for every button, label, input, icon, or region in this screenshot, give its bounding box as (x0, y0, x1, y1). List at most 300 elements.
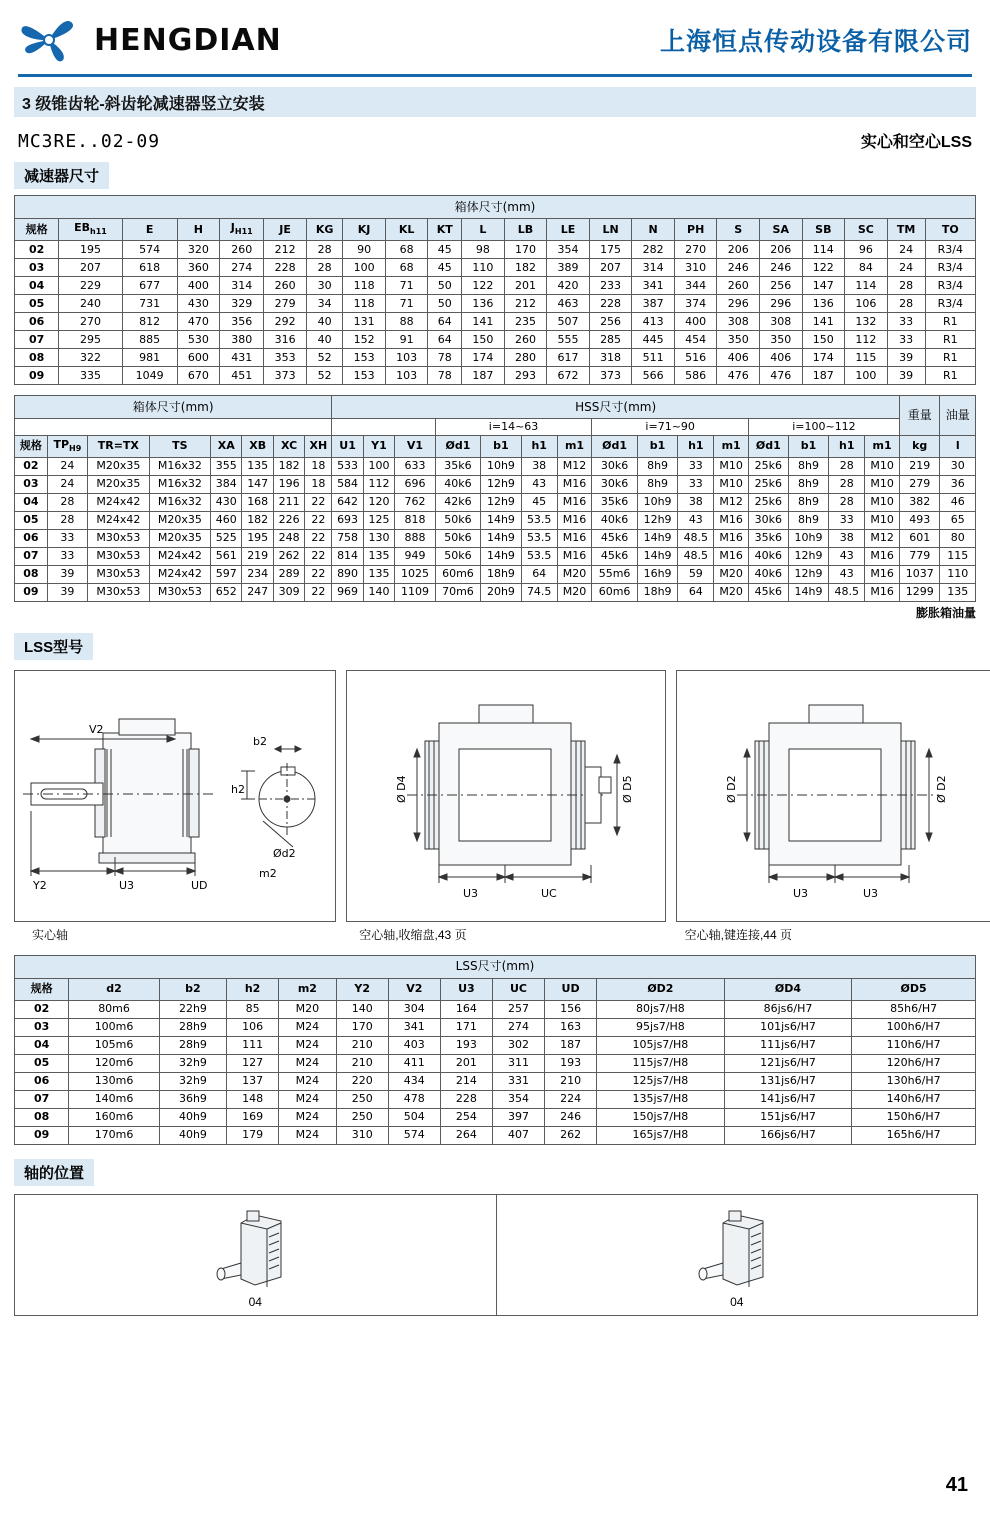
table2-r0-c17: 33 (678, 457, 714, 475)
svg-text:h2: h2 (231, 782, 245, 796)
table1-col-6: KG (306, 219, 342, 241)
table1-r1-c3: 360 (177, 259, 220, 277)
table3-r2-c8: 302 (492, 1036, 544, 1054)
table2-r6-c11: 60m6 (435, 565, 480, 583)
table2-r5-c5: 219 (242, 547, 273, 565)
table3-r0-c7: 164 (440, 1000, 492, 1018)
table1-col-7: KJ (343, 219, 386, 241)
table2-r4-c4: 525 (211, 529, 242, 547)
table3-r3-c0: 05 (15, 1054, 69, 1072)
table2-band-left: 箱体尺寸(mm) (15, 396, 332, 419)
table3-r4-c6: 434 (388, 1072, 440, 1090)
page-header (0, 0, 990, 74)
table1-r4-c21: R1 (925, 313, 975, 331)
table3-r2-c5: 210 (336, 1036, 388, 1054)
brand-name: HENGDIAN (94, 22, 282, 58)
table1-r3-c21: R3/4 (925, 295, 975, 313)
model-line (18, 129, 972, 152)
table1-r5-c18: 150 (802, 331, 845, 349)
table2-r1-c23: 279 (899, 475, 940, 493)
table3-r4-c3: 137 (227, 1072, 279, 1090)
table1-r6-c16: 406 (717, 349, 760, 367)
table2-r4-c0: 06 (15, 529, 48, 547)
table3-r3-c9: 193 (545, 1054, 597, 1072)
table3-r5-c3: 148 (227, 1090, 279, 1108)
table2-r5-c20: 12h9 (788, 547, 829, 565)
table1-r0-c20: 24 (887, 241, 925, 259)
table1-r1-c6: 28 (306, 259, 342, 277)
table2-r3-c15: 40k6 (592, 511, 637, 529)
table2-r2-c23: 382 (899, 493, 940, 511)
table1-r1-c10: 110 (462, 259, 505, 277)
table3-r4-c4: M24 (279, 1072, 337, 1090)
table2-r1-c10: 696 (395, 475, 436, 493)
table1-r3-c20: 28 (887, 295, 925, 313)
table1-r5-c3: 530 (177, 331, 220, 349)
shaft-position-box (14, 1194, 978, 1316)
table3-r3-c4: M24 (279, 1054, 337, 1072)
table3-r2-c9: 187 (545, 1036, 597, 1054)
table2-r5-c15: 45k6 (592, 547, 637, 565)
table3-r2-c12: 110h6/H7 (852, 1036, 976, 1054)
table1-r0-c6: 28 (306, 241, 342, 259)
svg-text:UD: UD (191, 878, 208, 892)
table2-r4-c5: 195 (242, 529, 273, 547)
table1-r3-c3: 430 (177, 295, 220, 313)
table1-r7-c20: 39 (887, 367, 925, 385)
table1-header-row (15, 219, 976, 241)
table1-r6-c11: 280 (504, 349, 547, 367)
table2-r0-c11: 35k6 (435, 457, 480, 475)
table2-group-row (15, 419, 976, 436)
table2-r4-c15: 45k6 (592, 529, 637, 547)
table1-col-21: TO (925, 219, 975, 241)
table3-r7-c6: 574 (388, 1126, 440, 1144)
table3-r5-c9: 224 (545, 1090, 597, 1108)
table2-r3-c12: 14h9 (481, 511, 522, 529)
table2-r1-c3: M16x32 (149, 475, 211, 493)
table3-r6-c4: M24 (279, 1108, 337, 1126)
table2-r1-c1: 24 (47, 475, 87, 493)
table1-r0-c15: 270 (674, 241, 717, 259)
table1-r4-c18: 141 (802, 313, 845, 331)
table1-r5-c6: 40 (306, 331, 342, 349)
table2-r6-c19: 40k6 (748, 565, 788, 583)
table1-r7-c1: 335 (59, 367, 122, 385)
table3-r1-c4: M24 (279, 1018, 337, 1036)
table1-r5-c8: 91 (385, 331, 428, 349)
table3-r6-c10: 150js7/H8 (597, 1108, 725, 1126)
table2-r4-c9: 130 (363, 529, 394, 547)
table1-r5-c21: R1 (925, 331, 975, 349)
table3-r2-c7: 193 (440, 1036, 492, 1054)
table3-r5-c7: 228 (440, 1090, 492, 1108)
table1-r3-c13: 228 (589, 295, 632, 313)
table2-r4-c21: 38 (829, 529, 865, 547)
table2-r6-c5: 234 (242, 565, 273, 583)
table1-r5-c14: 445 (632, 331, 675, 349)
table1-r6-c17: 406 (759, 349, 802, 367)
table2-r3-c20: 8h9 (788, 511, 829, 529)
table2-r2-c0: 04 (15, 493, 48, 511)
svg-text:UC: UC (541, 886, 557, 900)
table1-r6-c0: 08 (15, 349, 59, 367)
table2-r4-c8: 758 (332, 529, 363, 547)
table3-r6-c3: 169 (227, 1108, 279, 1126)
table1-r3-c0: 05 (15, 295, 59, 313)
table2-r6-c23: 1037 (899, 565, 940, 583)
table1-r2-c18: 147 (802, 277, 845, 295)
table2-r0-c2: M20x35 (88, 457, 150, 475)
table3-col-10: ØD2 (597, 978, 725, 1000)
table2-r6-c4: 597 (211, 565, 242, 583)
table1-r7-c12: 672 (547, 367, 590, 385)
table1-r7-c11: 293 (504, 367, 547, 385)
table3-r6-c1: 160m6 (69, 1108, 160, 1126)
svg-text:Ø D2: Ø D2 (935, 775, 948, 803)
table3-r0-c2: 22h9 (159, 1000, 226, 1018)
table1-r4-c0: 06 (15, 313, 59, 331)
table1-col-13: LN (589, 219, 632, 241)
table1-col-4: $J_{H11}$ (220, 219, 264, 241)
table1-r0-c11: 170 (504, 241, 547, 259)
table-row (15, 331, 976, 349)
table1-r3-c5: 279 (264, 295, 307, 313)
table2-r6-c22: M16 (865, 565, 900, 583)
table2-r6-c1: 39 (47, 565, 87, 583)
caption-hollow-shrink: 空心轴,收缩盘,43 页 (359, 927, 467, 942)
table1-r0-c5: 212 (264, 241, 307, 259)
table2-r1-c8: 584 (332, 475, 363, 493)
table-row (15, 583, 976, 601)
table2-r7-c24: 135 (940, 583, 976, 601)
table2-r2-c2: M24x42 (88, 493, 150, 511)
table2-r1-c24: 36 (940, 475, 976, 493)
shaft-position-label-right: 04 (730, 1294, 744, 1309)
table2-r5-c10: 949 (395, 547, 436, 565)
table2-r0-c21: 28 (829, 457, 865, 475)
table3-r5-c4: M24 (279, 1090, 337, 1108)
table2-col-24: l (940, 435, 976, 457)
model-code: MC3RE..02-09 (18, 131, 161, 152)
table1-r3-c15: 374 (674, 295, 717, 313)
table1-r2-c4: 314 (220, 277, 264, 295)
table2-r4-c16: 14h9 (637, 529, 678, 547)
table-row (15, 529, 976, 547)
table1-r2-c11: 201 (504, 277, 547, 295)
table1-r7-c21: R1 (925, 367, 975, 385)
table3-body (15, 1000, 976, 1144)
table1-r5-c9: 64 (428, 331, 462, 349)
table3-r1-c0: 03 (15, 1018, 69, 1036)
table2-r7-c6: 309 (273, 583, 304, 601)
table3-r4-c0: 06 (15, 1072, 69, 1090)
table1-r0-c10: 98 (462, 241, 505, 259)
section-title-band (14, 87, 976, 117)
table2-col-22: m1 (865, 435, 900, 457)
table3-r2-c1: 105m6 (69, 1036, 160, 1054)
drawing-captions (14, 926, 976, 943)
table2-r2-c21: 28 (829, 493, 865, 511)
table1-r4-c13: 256 (589, 313, 632, 331)
table2-band-row (15, 396, 976, 419)
caption-hollow-key: 空心轴,键连接,44 页 (684, 927, 792, 942)
table3-r5-c8: 354 (492, 1090, 544, 1108)
svg-text:m2: m2 (259, 866, 277, 880)
table1-r5-c4: 380 (220, 331, 264, 349)
table3-r5-c11: 141js6/H7 (724, 1090, 852, 1108)
table1-r5-c2: 885 (122, 331, 177, 349)
table1-r2-c5: 260 (264, 277, 307, 295)
table1-r7-c14: 566 (632, 367, 675, 385)
table1-r4-c10: 141 (462, 313, 505, 331)
table2-r1-c18: M10 (714, 475, 749, 493)
table2-r2-c3: M16x32 (149, 493, 211, 511)
table1-r1-c21: R3/4 (925, 259, 975, 277)
table2-r2-c7: 22 (305, 493, 332, 511)
table1-r6-c2: 981 (122, 349, 177, 367)
table1-r7-c10: 187 (462, 367, 505, 385)
table2-r0-c4: 355 (211, 457, 242, 475)
table1-r5-c5: 316 (264, 331, 307, 349)
fan-logo-icon (18, 14, 80, 66)
table3-r6-c6: 504 (388, 1108, 440, 1126)
table2-r1-c19: 25k6 (748, 475, 788, 493)
table1-r6-c1: 322 (59, 349, 122, 367)
table-row (15, 547, 976, 565)
table3-col-5: Y2 (336, 978, 388, 1000)
table2-r5-c9: 135 (363, 547, 394, 565)
table1-col-10: L (462, 219, 505, 241)
table2-r1-c15: 30k6 (592, 475, 637, 493)
table2-r5-c3: M24x42 (149, 547, 211, 565)
table3-r5-c2: 36h9 (159, 1090, 226, 1108)
table3-r0-c4: M20 (279, 1000, 337, 1018)
table2-col-2: TR=TX (88, 435, 150, 457)
table2-r0-c23: 219 (899, 457, 940, 475)
table2-r2-c18: M12 (714, 493, 749, 511)
table1-r2-c14: 341 (632, 277, 675, 295)
table2-r2-c10: 762 (395, 493, 436, 511)
table3-col-12: ØD5 (852, 978, 976, 1000)
table2-r5-c11: 50k6 (435, 547, 480, 565)
table1-r6-c14: 511 (632, 349, 675, 367)
table2-r7-c3: M30x53 (149, 583, 211, 601)
brand (18, 14, 282, 66)
table1-r0-c0: 02 (15, 241, 59, 259)
table3-r1-c10: 95js7/H8 (597, 1018, 725, 1036)
table2-r4-c19: 35k6 (748, 529, 788, 547)
table2-r0-c1: 24 (47, 457, 87, 475)
model-note: 实心和空心LSS (860, 134, 972, 151)
table-row (15, 277, 976, 295)
table1-r3-c4: 329 (220, 295, 264, 313)
table2-r3-c11: 50k6 (435, 511, 480, 529)
table-hss-dimensions (14, 395, 976, 602)
table2-r7-c23: 1299 (899, 583, 940, 601)
table2-r7-c15: 60m6 (592, 583, 637, 601)
table2-r1-c5: 147 (242, 475, 273, 493)
table1-r1-c14: 314 (632, 259, 675, 277)
table3-r5-c10: 135js7/H8 (597, 1090, 725, 1108)
svg-text:U3: U3 (863, 886, 879, 900)
table1-r7-c6: 52 (306, 367, 342, 385)
table-row (15, 1108, 976, 1126)
table2-r3-c23: 493 (899, 511, 940, 529)
table1-col-18: SB (802, 219, 845, 241)
table1-r1-c20: 24 (887, 259, 925, 277)
table1-r6-c3: 600 (177, 349, 220, 367)
table2-col-4: XA (211, 435, 242, 457)
table3-r0-c0: 02 (15, 1000, 69, 1018)
table1-r3-c16: 296 (717, 295, 760, 313)
table3-r6-c7: 254 (440, 1108, 492, 1126)
table3-r5-c0: 07 (15, 1090, 69, 1108)
table2-r2-c1: 28 (47, 493, 87, 511)
shaft-position-04-left (15, 1195, 496, 1315)
table2-r3-c6: 226 (273, 511, 304, 529)
table2-r1-c11: 40k6 (435, 475, 480, 493)
table2-col-14: m1 (557, 435, 592, 457)
svg-text:Ød2: Ød2 (273, 846, 296, 860)
table2-r1-c13: 43 (521, 475, 557, 493)
table-row (15, 259, 976, 277)
table2-band-oil: 油量 (940, 396, 976, 436)
table1-col-2: E (122, 219, 177, 241)
table1-r7-c4: 451 (220, 367, 264, 385)
table1-r2-c7: 118 (343, 277, 386, 295)
table3-col-11: ØD4 (724, 978, 852, 1000)
table1-r3-c17: 296 (759, 295, 802, 313)
table2-r5-c0: 07 (15, 547, 48, 565)
table2-r5-c8: 814 (332, 547, 363, 565)
table2-col-17: h1 (678, 435, 714, 457)
table2-col-7: XH (305, 435, 332, 457)
table1-r0-c16: 206 (717, 241, 760, 259)
table1-r3-c6: 34 (306, 295, 342, 313)
table3-r2-c11: 111js6/H7 (724, 1036, 852, 1054)
table2-col-8: U1 (332, 435, 363, 457)
table1-r5-c1: 295 (59, 331, 122, 349)
table2-r4-c14: M16 (557, 529, 592, 547)
table3-col-7: U3 (440, 978, 492, 1000)
table1-r4-c8: 88 (385, 313, 428, 331)
table1-col-12: LE (547, 219, 590, 241)
table2-r5-c14: M16 (557, 547, 592, 565)
table1-r1-c0: 03 (15, 259, 59, 277)
table2-col-16: b1 (637, 435, 678, 457)
table3-col-1: d2 (69, 978, 160, 1000)
table-row (15, 475, 976, 493)
table2-r7-c8: 969 (332, 583, 363, 601)
table3-r6-c11: 151js6/H7 (724, 1108, 852, 1126)
table1-r4-c2: 812 (122, 313, 177, 331)
table2-r1-c14: M16 (557, 475, 592, 493)
header-divider (18, 74, 972, 77)
table1-col-11: LB (504, 219, 547, 241)
table2-r0-c22: M10 (865, 457, 900, 475)
table2-r5-c21: 43 (829, 547, 865, 565)
table2-col-21: h1 (829, 435, 865, 457)
table2-r1-c6: 196 (273, 475, 304, 493)
table2-col-6: XC (273, 435, 304, 457)
svg-text:Y2: Y2 (33, 878, 47, 892)
table-gearbox-dimensions (14, 195, 976, 385)
table2-r5-c6: 262 (273, 547, 304, 565)
table1-r6-c15: 516 (674, 349, 717, 367)
table2-r5-c12: 14h9 (481, 547, 522, 565)
table3-r1-c8: 274 (492, 1018, 544, 1036)
table2-r7-c1: 39 (47, 583, 87, 601)
table1-col-8: KL (385, 219, 428, 241)
table3-r1-c2: 28h9 (159, 1018, 226, 1036)
table3-r7-c4: M24 (279, 1126, 337, 1144)
table1-r1-c15: 310 (674, 259, 717, 277)
table2-r6-c14: M20 (557, 565, 592, 583)
table1-col-9: KT (428, 219, 462, 241)
table-row (15, 457, 976, 475)
table1-r1-c16: 246 (717, 259, 760, 277)
table1-r1-c5: 228 (264, 259, 307, 277)
table1-r7-c15: 586 (674, 367, 717, 385)
table2-r0-c19: 25k6 (748, 457, 788, 475)
table1-r3-c19: 106 (845, 295, 888, 313)
table2-r0-c13: 38 (521, 457, 557, 475)
table3-r7-c3: 179 (227, 1126, 279, 1144)
table1-r0-c19: 96 (845, 241, 888, 259)
table2-col-15: Ød1 (592, 435, 637, 457)
table1-r3-c10: 136 (462, 295, 505, 313)
table1-r4-c17: 308 (759, 313, 802, 331)
shaft-position-04-right (497, 1195, 978, 1315)
table2-r7-c7: 22 (305, 583, 332, 601)
table2-r1-c9: 112 (363, 475, 394, 493)
table1-r1-c11: 182 (504, 259, 547, 277)
table3-r1-c7: 171 (440, 1018, 492, 1036)
table2-r2-c12: 12h9 (481, 493, 522, 511)
table2-r5-c7: 22 (305, 547, 332, 565)
table2-r2-c9: 120 (363, 493, 394, 511)
table1-r3-c11: 212 (504, 295, 547, 313)
table-row (15, 1072, 976, 1090)
table2-col-11: Ød1 (435, 435, 480, 457)
table2-r2-c11: 42k6 (435, 493, 480, 511)
table3-r0-c6: 304 (388, 1000, 440, 1018)
table2-r4-c12: 14h9 (481, 529, 522, 547)
table3-col-9: UD (545, 978, 597, 1000)
table3-r7-c9: 262 (545, 1126, 597, 1144)
table3-header-row (15, 978, 976, 1000)
table2-r5-c16: 14h9 (637, 547, 678, 565)
table2-r6-c9: 135 (363, 565, 394, 583)
table2-r6-c13: 64 (521, 565, 557, 583)
table1-r3-c18: 136 (802, 295, 845, 313)
table1-col-5: JE (264, 219, 307, 241)
table1-r5-c11: 260 (504, 331, 547, 349)
table1-r2-c2: 677 (122, 277, 177, 295)
table2-band-mid: HSS尺寸(mm) (332, 396, 900, 419)
table2-col-20: b1 (788, 435, 829, 457)
table1-r1-c4: 274 (220, 259, 264, 277)
table1-r7-c17: 476 (759, 367, 802, 385)
svg-text:Ø D4: Ø D4 (395, 775, 408, 803)
company-name: 上海恒点传动设备有限公司 (659, 28, 972, 56)
table1-col-1: $EB_{h11}$ (59, 219, 122, 241)
table2-group-2: i=71~90 (592, 419, 749, 436)
table1-r6-c19: 115 (845, 349, 888, 367)
table2-r2-c24: 46 (940, 493, 976, 511)
table2-r3-c10: 818 (395, 511, 436, 529)
